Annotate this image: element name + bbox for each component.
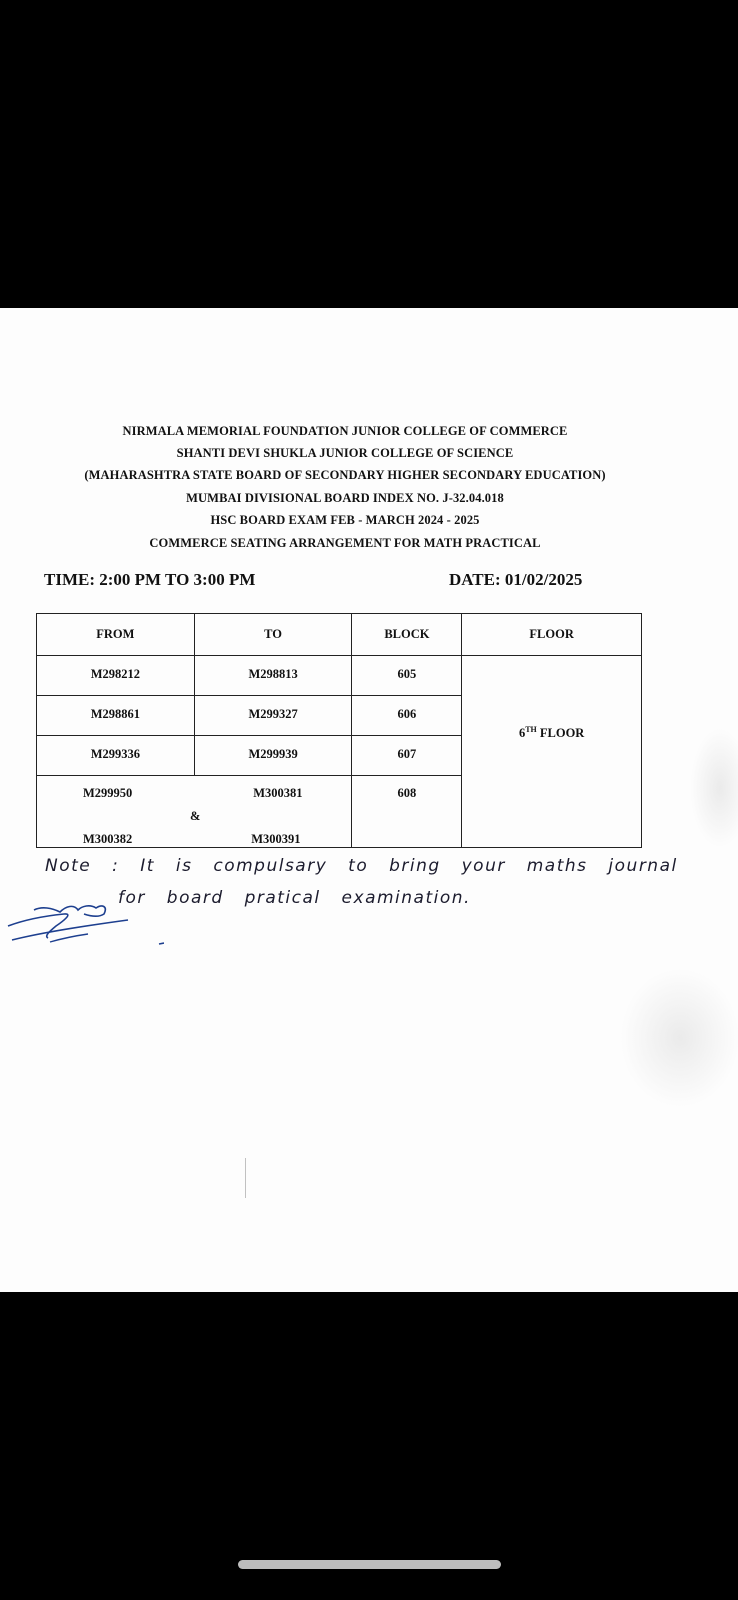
- range-end-2: M300391: [251, 832, 301, 846]
- handwritten-note-line-1: Note : It is compulsary to bring your maths journal: [45, 856, 678, 876]
- seating-notice-document: [0, 308, 738, 1292]
- cell-floor: [462, 656, 642, 848]
- paper-smudge: [620, 968, 738, 1108]
- column-header-floor: FLOOR: [462, 614, 642, 656]
- cell-from-combined: [37, 776, 201, 848]
- table-row: [37, 656, 642, 696]
- table-header-row: [37, 614, 642, 656]
- cell-to: M298813: [194, 656, 352, 696]
- signature: [4, 896, 164, 956]
- board-name: (MAHARASHTRA STATE BOARD OF SECONDARY HIGHER SECONDARY EDUCATION): [84, 468, 606, 482]
- cell-to: M299939: [194, 736, 352, 776]
- floor-word: FLOOR: [539, 726, 585, 741]
- cell-from: M299336: [37, 736, 195, 776]
- home-indicator[interactable]: [238, 1560, 501, 1569]
- notice-title: COMMERCE SEATING ARRANGEMENT FOR MATH PRACTICAL: [149, 536, 541, 550]
- exam-date: DATE: 01/02/2025: [449, 570, 583, 589]
- college-name-science: SHANTI DEVI SHUKLA JUNIOR COLLEGE OF SCIENCE: [176, 446, 514, 460]
- range-joiner: &: [190, 809, 201, 823]
- paper-smudge: [690, 728, 738, 848]
- board-index: MUMBAI DIVISIONAL BOARD INDEX NO. J-32.04.018: [186, 491, 504, 505]
- college-name-commerce: NIRMALA MEMORIAL FOUNDATION JUNIOR COLLEGE OF COMMERCE: [122, 424, 568, 438]
- cell-block: 608: [352, 776, 462, 848]
- column-header-to: TO: [194, 614, 352, 656]
- column-header-block: BLOCK: [352, 614, 462, 656]
- cell-block: 605: [352, 656, 462, 696]
- exam-time: TIME: 2:00 PM TO 3:00 PM: [44, 570, 256, 589]
- column-header-from: FROM: [37, 614, 195, 656]
- exam-title: HSC BOARD EXAM FEB - MARCH 2024 - 2025: [210, 513, 480, 527]
- floor-number: 6: [518, 726, 526, 741]
- cell-from: M298212: [37, 656, 195, 696]
- paper-crease: [245, 1158, 246, 1198]
- range-end-1: M300381: [253, 786, 303, 800]
- bottom-black-bar: [0, 1292, 738, 1600]
- cell-to-combined: [194, 776, 352, 848]
- cell-block: 606: [352, 696, 462, 736]
- cell-block: 607: [352, 736, 462, 776]
- cell-from: M298861: [37, 696, 195, 736]
- cell-to: M299327: [194, 696, 352, 736]
- top-black-bar: [0, 0, 738, 308]
- handwritten-note-line-2: for board pratical examination.: [118, 888, 471, 908]
- range-start-2: M300382: [83, 832, 133, 846]
- seating-table: [36, 613, 642, 848]
- range-start-1: M299950: [83, 786, 133, 800]
- floor-suffix: TH: [525, 725, 537, 735]
